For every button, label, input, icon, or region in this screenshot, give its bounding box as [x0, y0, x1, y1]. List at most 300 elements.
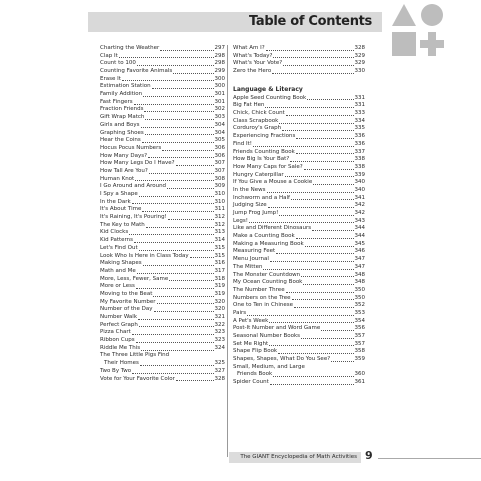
toc-entry-page: 321 — [214, 314, 225, 321]
toc-entry — [233, 133, 365, 141]
toc-entry — [100, 245, 225, 253]
dot-leader — [132, 373, 213, 374]
dot-leader — [269, 322, 353, 323]
dot-leader — [270, 384, 354, 385]
dot-leader — [273, 376, 353, 377]
dot-leader — [169, 280, 213, 281]
toc-entry-title: Perfect Graph — [100, 321, 138, 328]
toc-entry-title: Zero the Hero — [233, 68, 272, 75]
dot-leader — [286, 292, 354, 293]
dot-leader — [282, 130, 353, 131]
toc-entry-page: 304 — [214, 121, 225, 128]
toc-entry — [100, 329, 225, 337]
toc-entry-title: How Many Legs Do I Have? — [100, 160, 175, 167]
toc-entry — [233, 53, 365, 61]
toc-entry-title: Friends Counting Book — [233, 148, 295, 155]
toc-entry-page: 344 — [354, 225, 365, 232]
dot-leader — [168, 219, 214, 220]
toc-entry-title: Fraction Friends — [100, 106, 144, 113]
dot-leader — [146, 227, 214, 228]
toc-entry — [100, 276, 225, 284]
dot-leader — [301, 338, 353, 339]
toc-entry-title: More or Less — [100, 283, 135, 290]
toc-entry-title: Hear the Coins — [100, 137, 141, 144]
dot-leader — [276, 253, 353, 254]
toc-entry-page: 318 — [214, 275, 225, 282]
toc-entry-title: Number Walk — [100, 314, 138, 321]
toc-entry — [233, 341, 365, 349]
dot-leader — [331, 361, 353, 362]
toc-entry-title: Inchworm and a Half — [233, 194, 290, 201]
toc-entry-title: Math and Me — [100, 267, 136, 274]
toc-entry — [233, 156, 365, 164]
toc-entry-page: 315 — [214, 244, 225, 251]
toc-entry-title: Human Knot — [100, 175, 135, 182]
toc-entry-title: What's Today? — [233, 52, 273, 59]
toc-entry-page: 359 — [354, 356, 365, 363]
toc-entry-page: 316 — [214, 260, 225, 267]
toc-entry-page: 328 — [354, 44, 365, 51]
dot-leader — [190, 257, 214, 258]
dot-leader — [160, 50, 213, 51]
toc-entry-page: 313 — [214, 229, 225, 236]
toc-entry-title: Make a Counting Book — [233, 233, 295, 240]
page-title: Table of Contents — [248, 14, 372, 29]
dot-leader — [313, 184, 353, 185]
toc-entry — [233, 60, 365, 68]
toc-entry-page: 319 — [214, 290, 225, 297]
toc-entry-page: 342 — [354, 202, 365, 209]
toc-entry-page: 338 — [354, 163, 365, 170]
toc-entry-page: 329 — [354, 60, 365, 67]
toc-entry — [100, 145, 225, 153]
toc-entry — [100, 45, 225, 53]
toc-entry-page: 312 — [214, 214, 225, 221]
toc-entry — [233, 372, 365, 380]
toc-entry-page: 356 — [354, 325, 365, 332]
toc-entry-page: 315 — [214, 252, 225, 259]
toc-entry-page: 348 — [354, 271, 365, 278]
toc-entry — [233, 348, 365, 356]
toc-entry-page: 325 — [214, 360, 225, 367]
toc-entry-title: Fast Fingers — [100, 98, 133, 105]
toc-entry-page: 301 — [214, 98, 225, 105]
dot-leader — [278, 353, 353, 354]
toc-entry-page: 357 — [354, 340, 365, 347]
dot-leader — [148, 157, 214, 158]
toc-entry — [233, 295, 365, 303]
toc-entry-title: Look Who Is Here in Class Today — [100, 252, 189, 259]
dot-leader — [142, 142, 214, 143]
toc-entry-title: It's About Time — [100, 206, 142, 213]
toc-entry-title: Charting the Weather — [100, 44, 160, 51]
toc-entry-page: 336 — [354, 140, 365, 147]
dot-leader — [283, 65, 353, 66]
toc-entry-page: 328 — [214, 375, 225, 382]
toc-entry — [100, 176, 225, 184]
toc-entry-page: 319 — [214, 283, 225, 290]
dot-leader — [292, 299, 354, 300]
toc-entry-title: Apple Seed Counting Book — [233, 94, 307, 101]
footer-book-title: The GIANT Encyclopedia of Math Activities — [240, 454, 357, 460]
toc-entry-page: 333 — [354, 110, 365, 117]
toc-entry-page: 300 — [214, 75, 225, 82]
dot-leader — [139, 250, 214, 251]
footer-band — [229, 452, 361, 463]
toc-entry — [100, 137, 225, 145]
toc-entry — [233, 264, 365, 272]
toc-entry — [233, 172, 365, 180]
toc-entry — [100, 268, 225, 276]
toc-entry — [233, 379, 365, 387]
dot-leader — [321, 330, 353, 331]
toc-entry-page: 301 — [214, 91, 225, 98]
toc-entry — [100, 260, 225, 268]
toc-entry — [100, 337, 225, 345]
toc-entry — [100, 283, 225, 291]
toc-entry-title: Hungry Caterpillar — [233, 171, 284, 178]
toc-entry — [100, 191, 225, 199]
toc-entry-title: Riddle Me This — [100, 344, 141, 351]
toc-entry-page: 334 — [354, 117, 365, 124]
toc-entry — [100, 322, 225, 330]
dot-leader — [129, 234, 213, 235]
toc-entry-title: If You Give a Mouse a Cookie — [233, 179, 313, 186]
toc-entry-page: 354 — [354, 317, 365, 324]
toc-entry-title: How Tall Are You? — [100, 167, 148, 174]
dot-leader — [176, 380, 214, 381]
page-number: 9 — [365, 449, 373, 462]
dot-leader — [152, 88, 214, 89]
dot-leader — [142, 211, 213, 212]
toc-entry — [100, 214, 225, 222]
toc-entry — [100, 107, 225, 115]
toc-entry-title: Shape Flip Book — [233, 348, 278, 355]
dot-leader — [173, 73, 213, 74]
toc-entry-page: 297 — [214, 44, 225, 51]
toc-entry — [233, 356, 365, 364]
toc-entry — [233, 233, 365, 241]
toc-entry — [233, 364, 365, 372]
toc-entry-page: 320 — [214, 306, 225, 313]
toc-entry-title: Erase It — [100, 75, 121, 82]
toc-entry — [233, 179, 365, 187]
toc-entry-title: Gift Wrap Match — [100, 114, 145, 121]
dot-leader — [269, 345, 353, 346]
toc-entry-page: 329 — [354, 52, 365, 59]
dot-leader — [167, 188, 213, 189]
toc-entry-title: Ribbon Cups — [100, 337, 135, 344]
dot-leader — [272, 73, 353, 74]
dot-leader — [134, 104, 214, 105]
dot-leader — [270, 261, 354, 262]
toc-entry — [233, 325, 365, 333]
toc-entry — [233, 256, 365, 264]
toc-entry — [233, 126, 365, 134]
dot-leader — [145, 119, 213, 120]
dot-leader — [263, 269, 353, 270]
toc-entry — [233, 302, 365, 310]
toc-entry-page: 330 — [354, 68, 365, 75]
toc-entry — [233, 318, 365, 326]
toc-entry — [233, 310, 365, 318]
toc-entry — [100, 114, 225, 122]
plus-icon — [420, 32, 444, 56]
toc-entry-title: Pizza Chart — [100, 329, 131, 336]
dot-leader — [149, 173, 214, 174]
toc-entry-title: Experiencing Fractions — [233, 133, 296, 140]
toc-entry-title: Moving to the Beat — [100, 290, 153, 297]
toc-entry-title: What Am I? — [233, 44, 265, 51]
toc-entry — [100, 91, 225, 99]
dot-leader — [304, 169, 354, 170]
toc-entry — [100, 168, 225, 176]
dot-leader — [247, 315, 353, 316]
toc-entry-title: Small, Medium, and Large — [233, 363, 305, 370]
toc-entry — [100, 230, 225, 238]
toc-entry-title: The Mitten — [233, 263, 263, 270]
toc-entry — [233, 202, 365, 210]
dot-leader — [266, 50, 354, 51]
toc-entry — [100, 76, 225, 84]
toc-entry-title: My Favorite Number — [100, 298, 156, 305]
toc-entry-page: 347 — [354, 263, 365, 270]
dot-leader — [154, 311, 214, 312]
header-band — [88, 12, 382, 32]
dot-leader — [176, 165, 214, 166]
toc-entry — [100, 60, 225, 68]
dot-leader — [144, 111, 213, 112]
toc-entry-page: 338 — [354, 156, 365, 163]
toc-entry-page: 344 — [354, 233, 365, 240]
toc-entry-title: Seasonal Number Books — [233, 333, 301, 340]
dot-leader — [268, 207, 354, 208]
toc-entry-title: Number of the Day — [100, 306, 153, 313]
toc-entry-title: Pairs — [233, 309, 247, 316]
toc-entry-title: Find It! — [233, 140, 253, 147]
dot-leader — [291, 199, 354, 200]
toc-entry — [233, 164, 365, 172]
toc-entry-page: 317 — [214, 267, 225, 274]
dot-leader — [296, 153, 354, 154]
toc-entry — [233, 287, 365, 295]
toc-entry — [100, 291, 225, 299]
dot-leader — [290, 161, 353, 162]
toc-entry — [233, 68, 365, 76]
dot-leader — [138, 319, 213, 320]
toc-entry — [233, 241, 365, 249]
toc-entry-page: 306 — [214, 152, 225, 159]
toc-entry-page: 320 — [214, 298, 225, 305]
toc-entry-page: 340 — [354, 186, 365, 193]
toc-entry-title: In the News — [233, 186, 266, 193]
toc-entry-title: Shapes, Shapes, What Do You See? — [233, 356, 331, 363]
toc-entry-page: 299 — [214, 68, 225, 75]
toc-entry-page: 361 — [354, 379, 365, 386]
dot-leader — [157, 303, 214, 304]
toc-entry-title: I Go Around and Around — [100, 183, 167, 190]
toc-entry-page: 310 — [214, 191, 225, 198]
toc-entry-title: More, Less, Fewer, Same — [100, 275, 169, 282]
toc-entry — [233, 110, 365, 118]
toc-entry — [233, 95, 365, 103]
dot-leader — [119, 57, 214, 58]
toc-entry — [100, 206, 225, 214]
dot-leader — [273, 57, 353, 58]
toc-entry — [233, 279, 365, 287]
toc-entry-page: 311 — [214, 206, 225, 213]
toc-entry — [100, 53, 225, 61]
toc-entry-title: The Three Little Pigs Find — [100, 352, 170, 359]
toc-entry-title: Post-It Number and Word Game — [233, 325, 321, 332]
dot-leader — [139, 326, 214, 327]
toc-entry — [100, 68, 225, 76]
contents-column-right — [233, 45, 365, 387]
toc-entry — [100, 253, 225, 261]
toc-entry-title: The Monster Countdown — [233, 271, 301, 278]
dot-leader — [136, 342, 214, 343]
footer-rule — [378, 458, 481, 459]
toc-entry-page: 353 — [354, 309, 365, 316]
dot-leader — [141, 127, 214, 128]
toc-entry-page: 348 — [354, 279, 365, 286]
toc-entry-page: 358 — [354, 348, 365, 355]
dot-leader — [249, 222, 354, 223]
toc-entry — [100, 345, 225, 353]
toc-entry — [233, 141, 365, 149]
toc-entry-title: Their Homes — [104, 360, 139, 367]
toc-entry-title: What's Your Vote? — [233, 60, 283, 67]
dot-leader — [143, 96, 213, 97]
column-divider — [227, 45, 228, 457]
dot-leader — [307, 99, 353, 100]
toc-entry-title: Jump Frog Jump! — [233, 210, 279, 217]
dot-leader — [162, 150, 213, 151]
toc-entry — [233, 249, 365, 257]
dot-leader — [285, 176, 354, 177]
toc-entry-page: 304 — [214, 129, 225, 136]
toc-entry-title: My Ocean Counting Book — [233, 279, 303, 286]
dot-leader — [294, 307, 354, 308]
toc-entry-page: 350 — [354, 294, 365, 301]
dot-leader — [303, 284, 353, 285]
toc-entry-title: How Many Caps for Sale? — [233, 163, 303, 170]
toc-entry-title: Kid Patterns — [100, 237, 134, 244]
toc-entry — [100, 160, 225, 168]
toc-entry — [100, 237, 225, 245]
toc-entry — [100, 83, 225, 91]
toc-entry — [100, 153, 225, 161]
toc-entry-title: Hocus Pocus Numbers — [100, 144, 162, 151]
toc-entry-page: 306 — [214, 144, 225, 151]
dot-leader — [136, 288, 214, 289]
toc-entry-page: 300 — [214, 83, 225, 90]
dot-leader — [139, 196, 214, 197]
toc-entry-title: Vote for Your Favorite Color — [100, 375, 175, 382]
decoration-shapes — [388, 0, 481, 60]
toc-entry-title: Numbers on the Tree — [233, 294, 291, 301]
toc-entry — [233, 187, 365, 195]
toc-entry — [233, 272, 365, 280]
dot-leader — [145, 134, 214, 135]
toc-entry-page: 345 — [354, 240, 365, 247]
dot-leader — [253, 146, 353, 147]
dot-leader — [286, 115, 354, 116]
toc-entry-page: 298 — [214, 52, 225, 59]
toc-entry-title: Family Addition — [100, 91, 143, 98]
toc-entry — [233, 218, 365, 226]
circle-icon — [421, 4, 443, 26]
dot-leader — [137, 65, 214, 66]
toc-entry-title: Estimation Station — [100, 83, 151, 90]
section-heading: Language & Literacy — [233, 85, 303, 93]
toc-entry — [233, 210, 365, 218]
dot-leader — [137, 273, 214, 274]
toc-entry-page: 335 — [354, 125, 365, 132]
toc-entry-page: 331 — [354, 94, 365, 101]
toc-entry-title: Measuring Feet — [233, 248, 276, 255]
toc-entry-page: 322 — [214, 321, 225, 328]
toc-entry — [233, 149, 365, 157]
dot-leader — [140, 365, 214, 366]
toc-entry-page: 298 — [214, 60, 225, 67]
contents-column-left — [100, 45, 225, 383]
toc-entry-title: Friends Book — [237, 371, 273, 378]
dot-leader — [141, 350, 213, 351]
toc-entry-title: Making Shapes — [100, 260, 142, 267]
dot-leader — [305, 246, 354, 247]
toc-entry — [100, 130, 225, 138]
toc-entry-page: 305 — [214, 137, 225, 144]
dot-leader — [135, 180, 213, 181]
toc-entry-title: Like and Different Dinosaurs — [233, 225, 312, 232]
toc-entry-title: One to Ten in Chinese — [233, 302, 293, 309]
toc-entry-page: 308 — [214, 175, 225, 182]
toc-entry — [233, 195, 365, 203]
dot-leader — [296, 138, 353, 139]
toc-entry-title: The Number Three — [233, 286, 285, 293]
toc-entry-title: The Key to Math — [100, 221, 145, 228]
toc-entry-title: Two By Two — [100, 367, 132, 374]
toc-entry-page: 323 — [214, 329, 225, 336]
toc-entry-page: 336 — [354, 133, 365, 140]
toc-entry — [233, 225, 365, 233]
toc-entry — [100, 353, 225, 361]
toc-entry — [100, 183, 225, 191]
dot-leader — [312, 230, 353, 231]
toc-entry-title: I Spy a Shape — [100, 191, 138, 198]
toc-entry-title: Clap It — [100, 52, 118, 59]
dot-leader — [267, 192, 354, 193]
toc-entry — [100, 314, 225, 322]
toc-entry-page: 346 — [354, 248, 365, 255]
toc-entry — [233, 333, 365, 341]
toc-entry — [100, 306, 225, 314]
toc-entry-title: A Pet's Week — [233, 317, 269, 324]
toc-entry-title: Counting Favorite Animals — [100, 68, 173, 75]
dot-leader — [279, 215, 353, 216]
dot-leader — [301, 276, 353, 277]
dot-leader — [134, 242, 213, 243]
toc-entry-title: Count to 100 — [100, 60, 136, 67]
toc-entry-page: 337 — [354, 148, 365, 155]
toc-entry-title: Girls and Boys — [100, 121, 140, 128]
toc-entry-page: 303 — [214, 114, 225, 121]
toc-entry-title: Kid Clocks — [100, 229, 129, 236]
toc-entry — [100, 99, 225, 107]
toc-entry — [100, 360, 225, 368]
toc-entry — [233, 118, 365, 126]
